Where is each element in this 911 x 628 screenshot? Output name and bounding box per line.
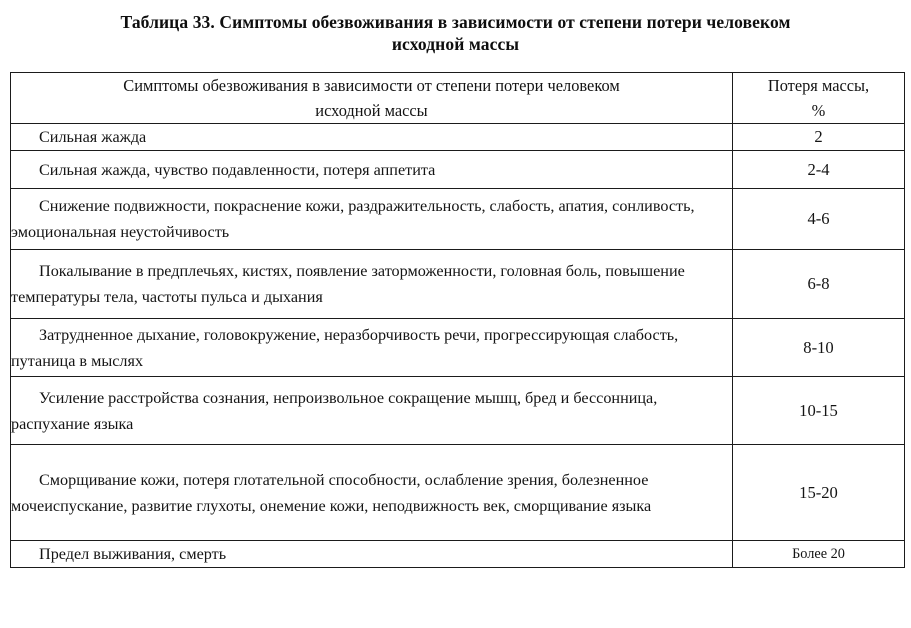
cell-mass-loss: 2 (733, 124, 905, 151)
table-row (11, 319, 905, 377)
cell-mass-loss: 4-6 (733, 189, 905, 250)
column-header-mass-loss (733, 73, 905, 124)
cell-symptoms: Покалывание в предплечьях, кистях, появление заторможенности, головная боль, повышение температуры тела, частоты пульса и дыхания (11, 250, 733, 319)
cell-mass-loss: 15-20 (733, 445, 905, 541)
column-header-mass-loss-line-1: Потеря массы, (767, 76, 870, 95)
column-header-symptoms (11, 73, 733, 124)
table-caption-line-2: исходной массы (391, 34, 520, 54)
cell-symptoms: Затрудненное дыхание, головокружение, неразборчивость речи, прогрессирующая слабость, путаница в мыслях (11, 319, 733, 377)
table-row (11, 189, 905, 250)
table-row (11, 445, 905, 541)
cell-mass-loss: Более 20 (733, 541, 905, 568)
table-row (11, 541, 905, 568)
table-header (11, 73, 905, 124)
table-header-row (11, 73, 905, 124)
cell-mass-loss: 6-8 (733, 250, 905, 319)
cell-symptoms: Сморщивание кожи, потеря глотательной способности, ослабление зрения, болезненное мочеиспускание, развитие глухоты, онемение кожи, неподвижность век, сморщивание языка (11, 445, 733, 541)
table-row (11, 377, 905, 445)
column-header-symptoms-line-2: исходной массы (315, 101, 428, 120)
table-caption (61, 0, 851, 55)
cell-symptoms: Сильная жажда (11, 124, 733, 151)
table-row (11, 151, 905, 189)
cell-symptoms: Снижение подвижности, покраснение кожи, раздражительность, слабость, апатия, сонливость, эмоциональная неустойчивость (11, 189, 733, 250)
table-container (10, 72, 904, 568)
cell-mass-loss: 2-4 (733, 151, 905, 189)
cell-symptoms: Усиление расстройства сознания, непроизвольное сокращение мышц, бред и бессонница, распухание языка (11, 377, 733, 445)
table-row (11, 124, 905, 151)
cell-mass-loss: 8-10 (733, 319, 905, 377)
dehydration-symptoms-table (10, 72, 905, 568)
cell-symptoms: Предел выживания, смерть (11, 541, 733, 568)
column-header-mass-loss-line-2: % (811, 101, 826, 120)
cell-mass-loss: 10-15 (733, 377, 905, 445)
table-caption-line-1: Таблица 33. Симптомы обезвоживания в зависимости от степени потери человеком (120, 12, 791, 32)
cell-symptoms: Сильная жажда, чувство подавленности, потеря аппетита (11, 151, 733, 189)
column-header-symptoms-line-1: Симптомы обезвоживания в зависимости от степени потери человеком (123, 76, 620, 95)
table-body (11, 124, 905, 568)
table-row (11, 250, 905, 319)
